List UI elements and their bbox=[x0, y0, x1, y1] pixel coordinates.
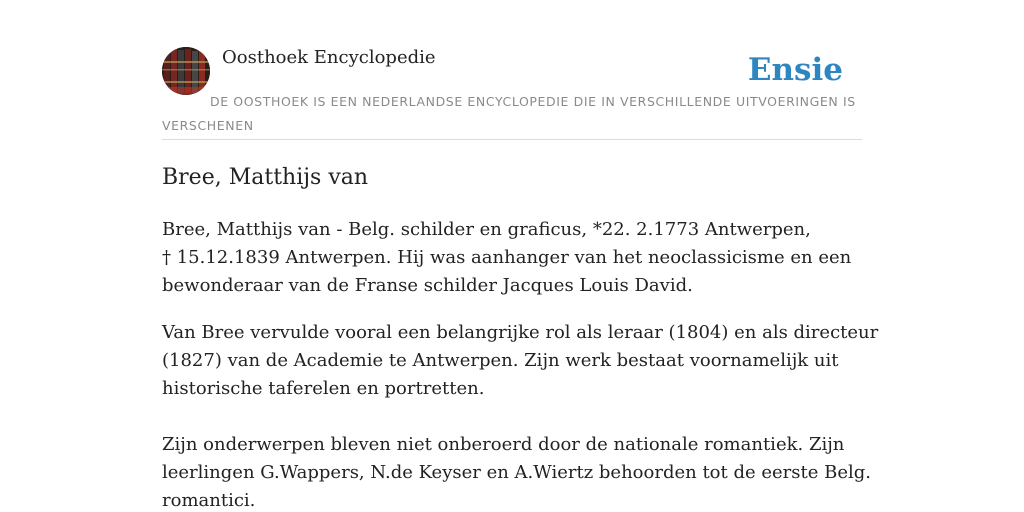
book-spines-avatar-icon bbox=[162, 47, 210, 95]
paragraph-line: Zijn onderwerpen bleven niet onberoerd door de nationale romantiek. Zijn bbox=[162, 434, 845, 455]
article-paragraph-1 bbox=[162, 216, 862, 300]
paragraph-line: Bree, Matthijs van - Belg. schilder en graficus, *22. 2.1773 Antwerpen, bbox=[162, 219, 811, 240]
paragraph-line: historische taferelen en portretten. bbox=[162, 378, 485, 399]
paragraph-line: Van Bree vervulde vooral een belangrijke rol als leraar (1804) en als directeur bbox=[162, 322, 879, 343]
site-tagline: DE OOSTHOEK IS EEN NEDERLANDSE ENCYCLOPEDIE DIE IN VERSCHILLENDE UITVOERINGEN IS VERSCHENEN bbox=[162, 94, 856, 133]
article-title: Bree, Matthijs van bbox=[162, 165, 369, 190]
paragraph-line: romantici. bbox=[162, 490, 256, 511]
article-paragraph-3 bbox=[162, 431, 872, 512]
brand-logo-link[interactable]: Ensie bbox=[747, 52, 843, 88]
site-name[interactable]: Oosthoek Encyclopedie bbox=[222, 47, 436, 68]
article-paragraph-2 bbox=[162, 319, 879, 403]
site-header bbox=[162, 0, 862, 140]
paragraph-line: bewonderaar van de Franse schilder Jacques Louis David. bbox=[162, 275, 693, 296]
page-content bbox=[162, 0, 879, 511]
site-avatar[interactable] bbox=[162, 47, 210, 95]
paragraph-line: leerlingen G.Wappers, N.de Keyser en A.Wiertz behoorden tot de eerste Belg. bbox=[162, 462, 872, 483]
paragraph-line: † 15.12.1839 Antwerpen. Hij was aanhanger van het neoclassicisme en een bbox=[162, 247, 852, 268]
paragraph-line: (1827) van de Academie te Antwerpen. Zijn werk bestaat voornamelijk uit bbox=[162, 350, 839, 371]
